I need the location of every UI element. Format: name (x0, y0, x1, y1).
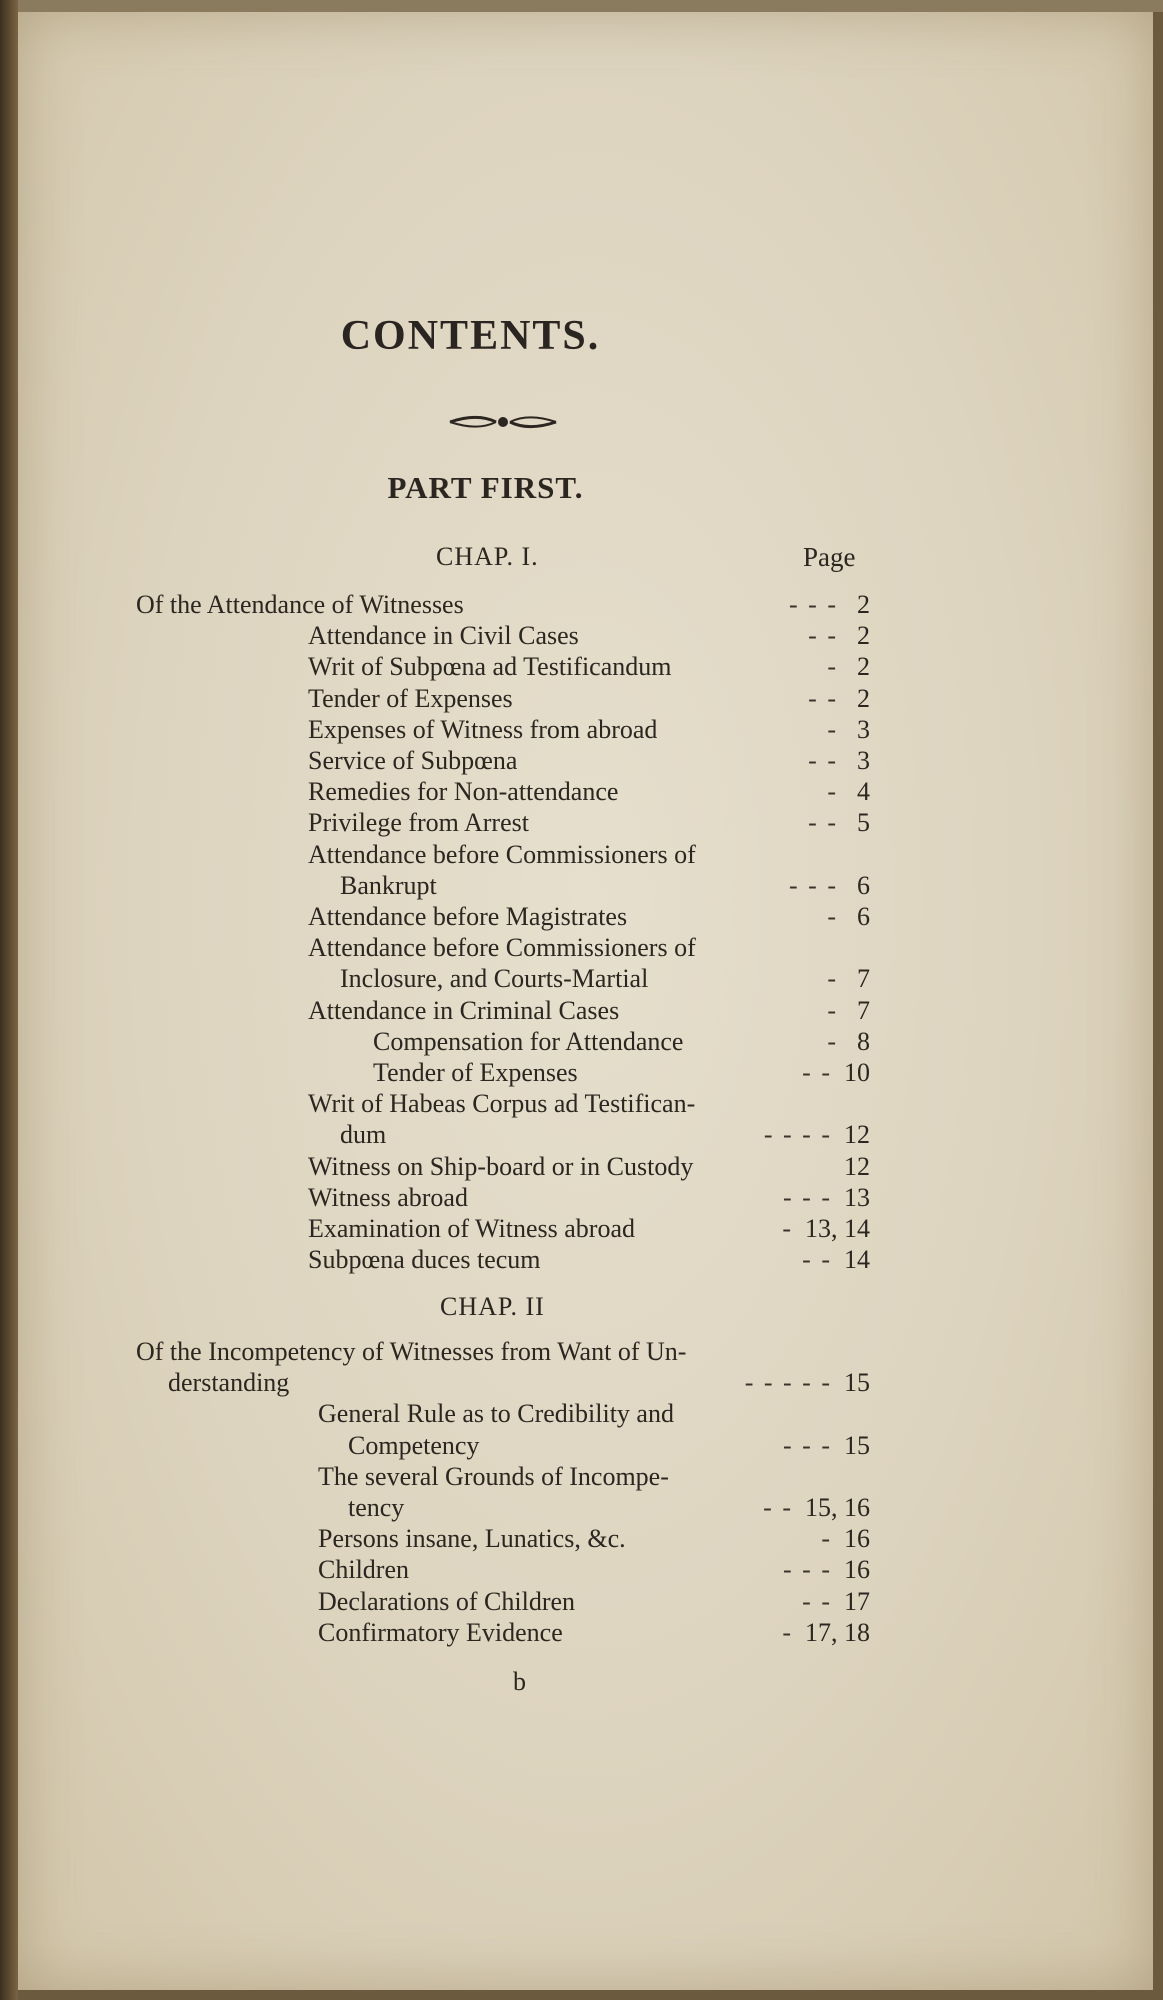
toc-entry-leader: - (827, 902, 838, 931)
toc-entry-leader: - - (808, 683, 838, 713)
toc-entry (318, 1618, 870, 1648)
toc-entry-text: Tender of Expenses (308, 683, 513, 713)
toc-entry-page: 2 (857, 683, 870, 713)
toc-entry-page: 2 (857, 652, 870, 682)
toc-entry (348, 1493, 870, 1523)
toc-entry-leader: - - - - - (744, 1368, 832, 1398)
toc-entry-leader: - (827, 1026, 838, 1056)
toc-entry-page: 3 (857, 714, 870, 744)
toc-entry-leader: - - (763, 1493, 793, 1522)
toc-entry-leader: - - (808, 746, 838, 775)
toc-entry-text: Attendance before Commissioners of (308, 933, 696, 963)
toc-entry (318, 1524, 870, 1554)
toc-entry-leader: - (827, 714, 838, 744)
toc-entry-text: Privilege from Arrest (308, 808, 529, 838)
toc-entry-page: 5 (857, 808, 870, 838)
toc-entry-page: 13, 14 (805, 1214, 870, 1243)
toc-entry-page: 6 (857, 870, 870, 900)
toc-entry (308, 933, 870, 963)
toc-entry-page: 12 (844, 1151, 870, 1181)
toc-entry-page: 8 (857, 1026, 870, 1056)
toc-entry (308, 715, 870, 745)
toc-entry-page: 13 (844, 1182, 870, 1212)
toc-entry (308, 808, 870, 838)
toc-entry-page: 16 (844, 1524, 870, 1554)
toc-entry-text: Witness on Ship-board or in Custody (308, 1151, 694, 1181)
toc-entry-page: 15 (844, 1368, 870, 1398)
toc-entry (308, 902, 870, 932)
toc-entry (308, 1183, 870, 1213)
chapter-heading-2: CHAP. II (440, 1292, 545, 1321)
toc-entry-page: 7 (857, 964, 870, 994)
toc-entry-leader: - - - - (763, 1120, 832, 1150)
toc-entry-leader: - (821, 1524, 832, 1554)
toc-entry-leader: - - (802, 1058, 832, 1087)
toc-entry-text: Attendance in Criminal Cases (308, 995, 620, 1025)
toc-entry (308, 1152, 870, 1182)
toc-entry-text: Persons insane, Lunatics, &c. (318, 1524, 626, 1554)
toc-entry-page: 12 (844, 1120, 870, 1150)
toc-entry-text: Attendance in Civil Cases (308, 621, 579, 651)
toc-entry-text: Service of Subpœna (308, 746, 518, 775)
toc-entry-text: Attendance before Commissioners of (308, 839, 696, 869)
toc-entry (340, 964, 870, 994)
chapter-heading-1: CHAP. I. (436, 542, 539, 571)
page-title: CONTENTS. (340, 313, 601, 359)
toc-entry-text: Attendance before Magistrates (308, 902, 628, 931)
toc-entry-leader: - - - (783, 1430, 832, 1460)
toc-entry (168, 1368, 870, 1398)
toc-entry-leader: - - - (789, 870, 838, 900)
toc-entry-text: Writ of Habeas Corpus ad Testifican- (308, 1089, 696, 1119)
toc-entry (318, 1555, 870, 1585)
toc-entry-text: Confirmatory Evidence (318, 1617, 563, 1647)
toc-entry (136, 1337, 870, 1367)
toc-entry (308, 746, 870, 776)
toc-entry-text: Remedies for Non-attendance (308, 777, 619, 807)
toc-entry-leader: - (827, 777, 838, 807)
toc-entry-text: dum (340, 1120, 387, 1150)
toc-entry-leader: - (827, 964, 838, 994)
toc-entry (308, 777, 870, 807)
toc-entry-leader: - - - (789, 590, 838, 619)
toc-entry (308, 684, 870, 714)
toc-entry-text: Of the Attendance of Witnesses (136, 590, 464, 619)
toc-entry-text: Writ of Subpœna ad Testificandum (308, 652, 672, 682)
ornament-flourish-icon (448, 410, 558, 434)
toc-entry (318, 1462, 870, 1492)
toc-entry-page: 3 (857, 746, 870, 775)
toc-entry-leader: - - (808, 808, 838, 838)
toc-entry (308, 996, 870, 1026)
toc-entry-leader: - (827, 995, 838, 1025)
toc-entry (308, 840, 870, 870)
toc-entry-page: 2 (857, 621, 870, 651)
toc-entry-text: Declarations of Children (318, 1586, 576, 1616)
toc-entry-text: Compensation for Attendance (373, 1026, 684, 1056)
toc-entry-text: Expenses of Witness from abroad (308, 714, 658, 744)
toc-entry (308, 621, 870, 651)
toc-entry (308, 652, 870, 682)
toc-entry (340, 1120, 870, 1150)
toc-entry-text: Examination of Witness abroad (308, 1214, 636, 1243)
toc-entry-page: 17, 18 (805, 1617, 870, 1647)
toc-entry-text: Inclosure, and Courts-Martial (340, 964, 649, 994)
toc-entry (318, 1399, 870, 1429)
signature-mark: b (513, 1667, 526, 1696)
toc-entry-leader: - (782, 1214, 793, 1243)
toc-entry-leader: - - - (783, 1555, 832, 1585)
toc-entry-text: Competency (348, 1430, 480, 1460)
toc-entry-text: Witness abroad (308, 1182, 468, 1212)
toc-entry-leader: - - (802, 1245, 832, 1275)
toc-entry (373, 1058, 870, 1088)
toc-entry-text: The several Grounds of Incompe- (318, 1461, 669, 1491)
toc-entry-text: Tender of Expenses (373, 1058, 578, 1087)
toc-entry (136, 590, 870, 620)
toc-entry-page: 6 (857, 902, 870, 931)
toc-entry-page: 14 (844, 1245, 870, 1275)
toc-entry-text: General Rule as to Credibility and (318, 1399, 674, 1429)
book-spine-edge (0, 0, 18, 2000)
toc-entry-leader: - (827, 652, 838, 682)
toc-entry-leader: - - (802, 1586, 832, 1616)
toc-entry-text: Children (318, 1555, 409, 1585)
page-top-edge (18, 0, 1163, 12)
toc-entry (308, 1089, 870, 1119)
toc-entry-page: 16 (844, 1555, 870, 1585)
toc-entry-text: Subpœna duces tecum (308, 1245, 541, 1275)
toc-entry-text: Bankrupt (340, 870, 437, 900)
toc-entry-page: 4 (857, 777, 870, 807)
toc-entry-leader: - - (808, 621, 838, 651)
toc-entry (340, 871, 870, 901)
toc-entry (308, 1214, 870, 1244)
toc-entry-page: 7 (857, 995, 870, 1025)
toc-entry (318, 1587, 870, 1617)
toc-entry (348, 1431, 870, 1461)
contents-page (18, 12, 1153, 1990)
toc-entry-text: Of the Incompetency of Witnesses from Want of Un- (136, 1337, 687, 1366)
page-column-header: Page (803, 542, 856, 572)
toc-entry-leader: - - - (783, 1182, 832, 1212)
toc-entry-page: 15, 16 (805, 1493, 870, 1522)
toc-entry-page: 2 (857, 590, 870, 619)
toc-entry (308, 1245, 870, 1275)
toc-entry-leader: - (782, 1617, 793, 1647)
toc-entry-page: 10 (844, 1058, 870, 1087)
toc-entry-page: 15 (844, 1430, 870, 1460)
toc-entry (373, 1027, 870, 1057)
toc-entry-text: tency (348, 1493, 405, 1522)
toc-entry-page: 17 (844, 1586, 870, 1616)
toc-entry-text: derstanding (168, 1368, 290, 1398)
part-heading: PART FIRST. (387, 470, 584, 505)
